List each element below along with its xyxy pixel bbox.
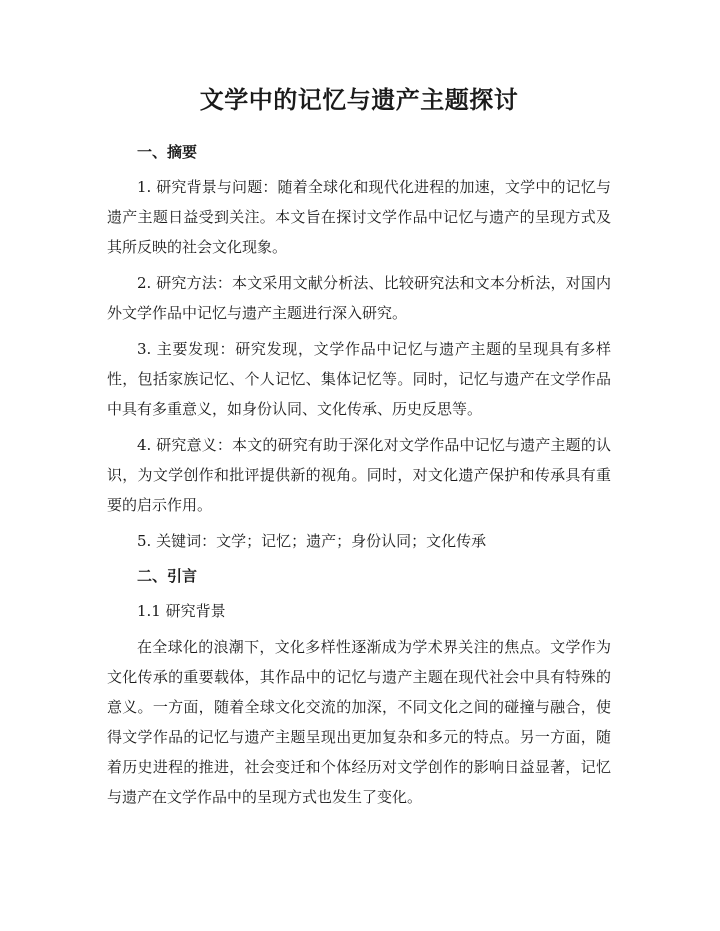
section-heading-abstract: 一、摘要	[137, 143, 198, 161]
abstract-item-method: 2. 研究方法：本文采用文献分析法、比较研究法和文本分析法，对国内外文学作品中记忆与遗产主题进行深入研究。	[107, 274, 611, 322]
abstract-item-keywords: 5. 关键词：文学；记忆；遗产；身份认同；文化传承	[137, 532, 487, 550]
abstract-item-background: 1. 研究背景与问题：随着全球化和现代化进程的加速，文学中的记忆与遗产主题日益受到关注。本文旨在探讨文学作品中记忆与遗产的呈现方式及其所反映的社会文化现象。	[107, 178, 611, 256]
section-heading-intro: 二、引言	[137, 567, 198, 585]
abstract-item-findings: 3. 主要发现：研究发现，文学作品中记忆与遗产主题的呈现具有多样性，包括家族记忆、个人记忆、集体记忆等。同时，记忆与遗产在文学作品中具有多重意义，如身份认同、文化传承、历史反思等。	[107, 340, 611, 418]
subheading-research-background: 1.1 研究背景	[137, 602, 226, 620]
document-title: 文学中的记忆与遗产主题探讨	[199, 86, 519, 114]
document-page	[107, 80, 611, 818]
intro-paragraph: 在全球化的浪潮下，文化多样性逐渐成为学术界关注的焦点。文学作为文化传承的重要载体，其作品中的记忆与遗产主题在现代社会中具有特殊的意义。一方面，随着全球文化交流的加深，不同文化之间的碰撞与融合，使得文学作品的记忆与遗产主题呈现出更加复杂和多元的特点。另一方面，随着历史进程的推进，社会变迁和个体经历对文学创作的影响日益显著，记忆与遗产在文学作品中的呈现方式也发生了变化。	[107, 638, 611, 806]
abstract-item-significance: 4. 研究意义：本文的研究有助于深化对文学作品中记忆与遗产主题的认识，为文学创作和批评提供新的视角。同时，对文化遗产保护和传承具有重要的启示作用。	[107, 436, 611, 514]
